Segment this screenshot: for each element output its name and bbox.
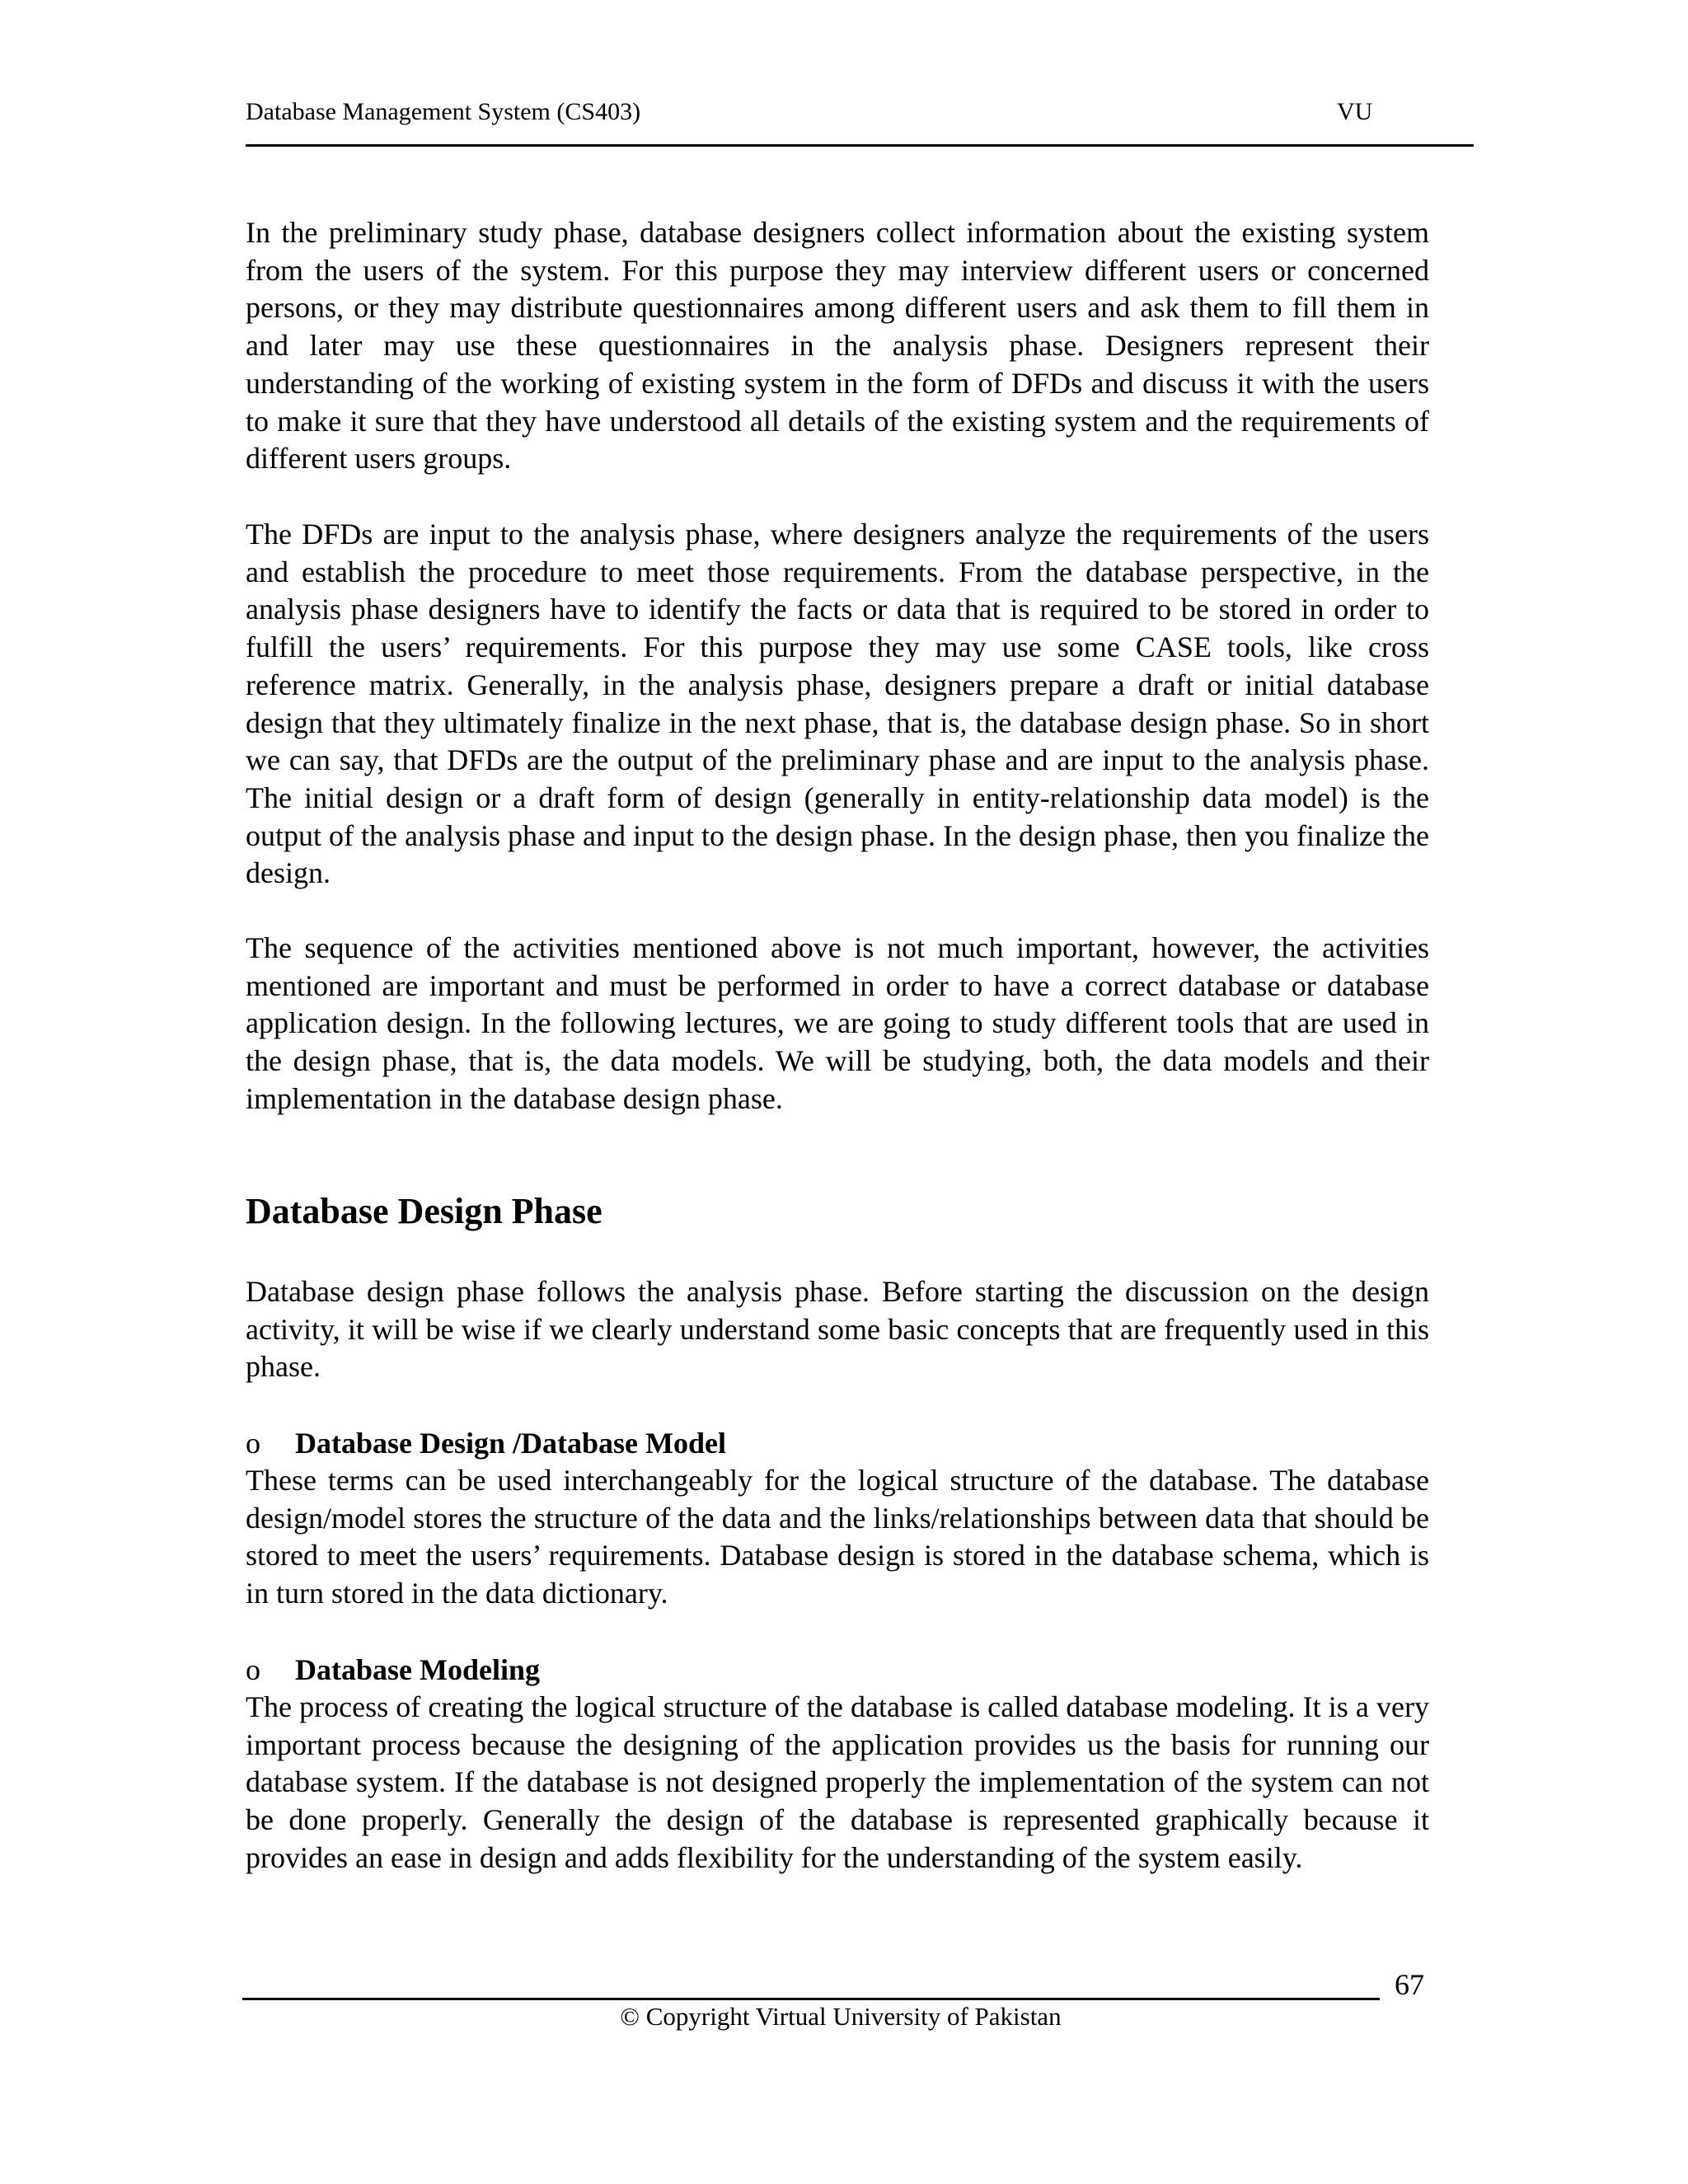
- paragraph-section-intro: Database design phase follows the analysis phase. Before starting the discussion on the design activity, it will be wise if we clearly understand some basic concepts that are frequently used in this phase.: [246, 1275, 1429, 1384]
- bullet-marker: o: [246, 1653, 260, 1686]
- copyright-notice: © Copyright Virtual University of Pakistan: [620, 2002, 1062, 2031]
- term-heading-database-modeling: [246, 1652, 540, 1688]
- term-definition-database-modeling: The process of creating the logical structure of the database is called database modeling. It is a very important process because the designing of the application provides us the basis for running our database system. If the database is not designed properly the implementation of the system can not be done properly. Generally the design of the database is represented graphically because it provides an ease in design and adds flexibility for the understanding of the system easily.: [246, 1690, 1429, 1874]
- header-course-title: Database Management System (CS403): [246, 98, 641, 125]
- term-definition-database-design: These terms can be used interchangeably for the logical structure of the database. The database design/model stores the structure of the data and the links/relationships between data that should be stored to meet the users’ requirements. Database design is stored in the database schema, which is in turn stored in the data dictionary.: [246, 1464, 1429, 1610]
- term-title: Database Modeling: [295, 1653, 540, 1686]
- footer-rule: [242, 1998, 1380, 2000]
- page-number: 67: [1395, 1968, 1424, 2001]
- paragraph-preliminary-study: In the preliminary study phase, database designers collect information about the existing system from the users of the system. For this purpose they may interview different users or concerned persons, or they may distribute questionnaires among different users and ask them to fill them in and later may use these questionnaires in the analysis phase. Designers represent their understanding of the working of existing system in the form of DFDs and discuss it with the users to make it sure that they have understood all details of the existing system and the requirements of different users groups.: [246, 216, 1429, 476]
- section-heading: Database Design Phase: [246, 1191, 603, 1231]
- term-title: Database Design /Database Model: [295, 1427, 726, 1460]
- paragraph-analysis-phase: The DFDs are input to the analysis phase, where designers analyze the requirements of the users and establish the procedure to meet those requirements. From the database perspective, in the analysis phase designers have to identify the facts or data that is required to be stored in order to fulfill the users’ requirements. For this purpose they may use some CASE tools, like cross reference matrix. Generally, in the analysis phase, designers prepare a draft or initial database design that they ultimately finalize in the next phase, that is, the database design phase. So in short we can say, that DFDs are the output of the preliminary phase and are input to the analysis phase. The initial design or a draft form of design (generally in entity-relationship data model) is the output of the analysis phase and input to the design phase. In the design phase, then you finalize the design.: [246, 518, 1429, 890]
- header-institution: VU: [1337, 98, 1373, 125]
- term-heading-database-design: [246, 1425, 726, 1461]
- bullet-marker: o: [246, 1427, 260, 1460]
- header-rule: [246, 144, 1474, 147]
- paragraph-activity-sequence: The sequence of the activities mentioned above is not much important, however, the activities mentioned are important and must be performed in order to have a correct database or database application design. In the following lectures, we are going to study different tools that are used in the design phase, that is, the data models. We will be studying, both, the data models and their implementation in the database design phase.: [246, 931, 1429, 1115]
